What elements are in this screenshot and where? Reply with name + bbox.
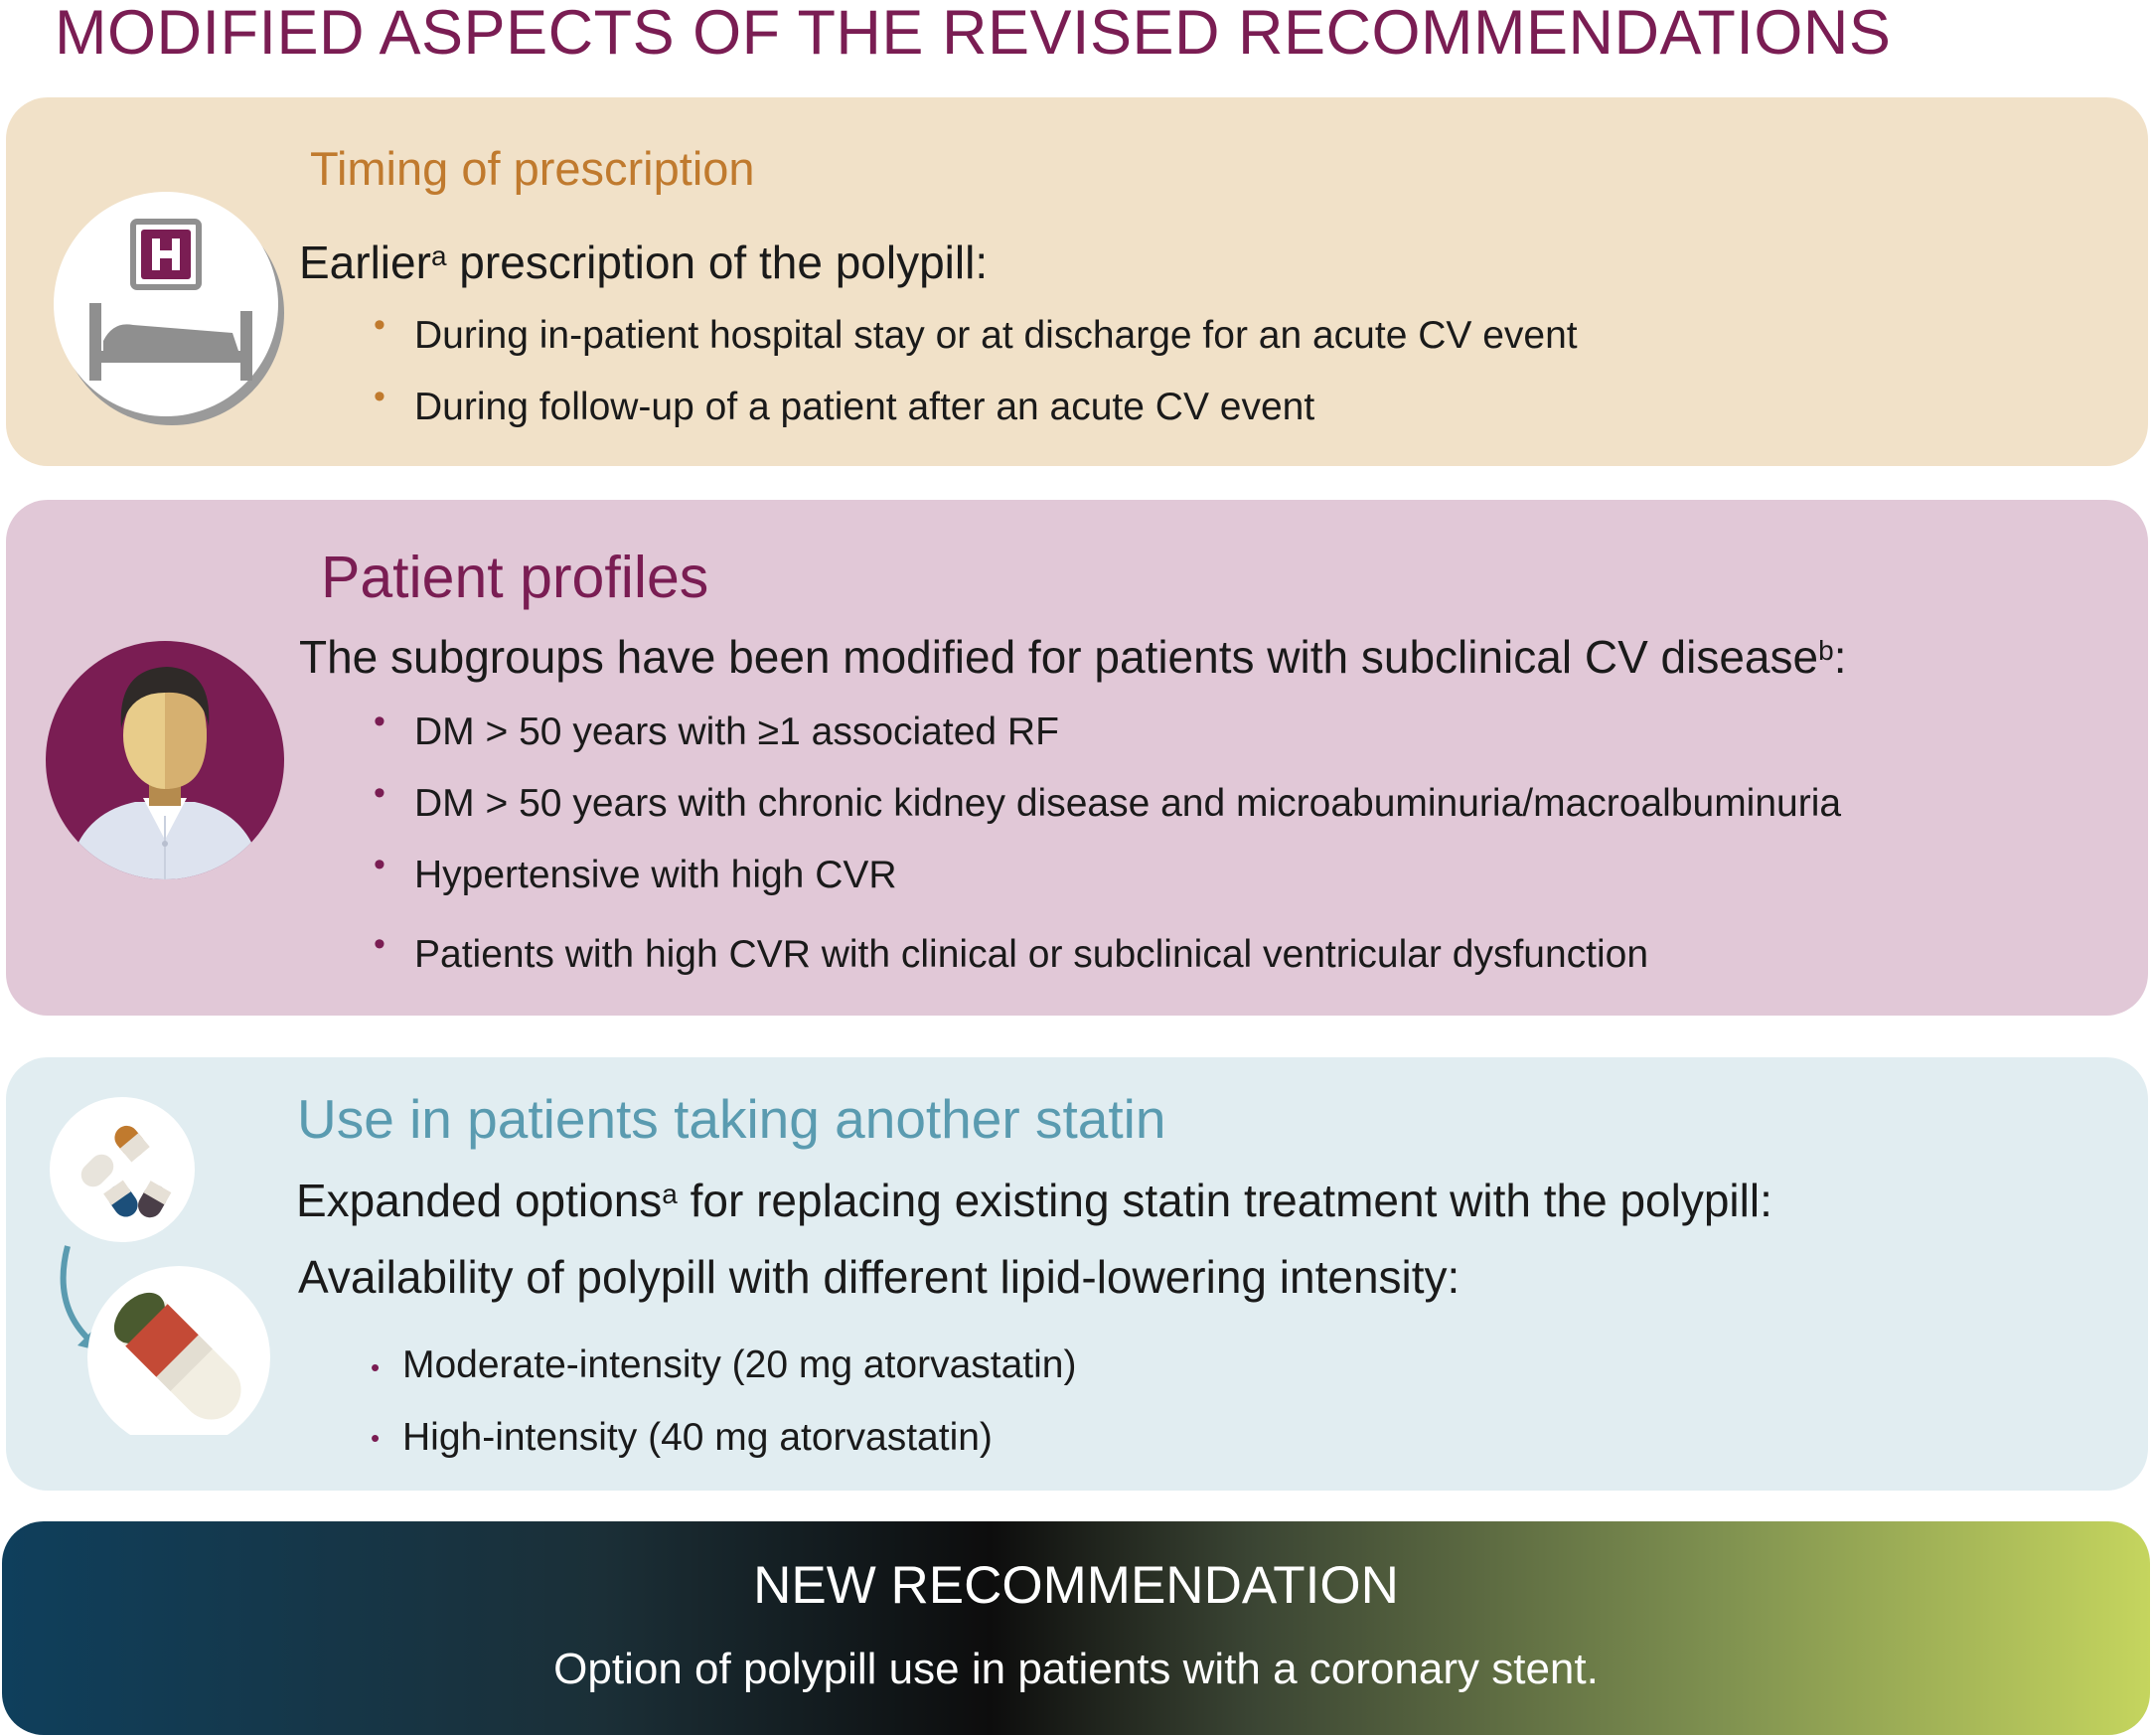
statin-lead-2: Availability of polypill with different lipid-lowering intensity: (298, 1251, 1461, 1303)
hospital-bed-icon (54, 192, 278, 416)
profiles-bullet: DM > 50 years with chronic kidney disease and microabuminuria/macroalbuminuria (414, 782, 1842, 825)
statin-lead (296, 1173, 1772, 1228)
patient-avatar-icon (46, 641, 284, 879)
footnote-marker: a (662, 1179, 678, 1209)
profiles-lead-text: The subgroups have been modified for patients with subclinical CV disease (299, 631, 1819, 683)
timing-lead-text-end: prescription of the polypill: (446, 237, 989, 288)
profiles-heading: Patient profiles (321, 545, 709, 610)
statin-lead-text: Expanded options (296, 1175, 663, 1226)
bullet-dot: • (374, 925, 385, 963)
timing-bullet: During follow-up of a patient after an acute CV event (414, 386, 1315, 428)
timing-bullet: During in-patient hospital stay or at discharge for an acute CV event (414, 314, 1578, 357)
profiles-panel (6, 500, 2148, 1016)
new-recommendation-title: NEW RECOMMENDATION (753, 1556, 1399, 1615)
timing-panel (6, 97, 2148, 466)
statin-panel (6, 1057, 2148, 1491)
pills-to-polypill-icon (46, 1097, 284, 1435)
profiles-lead (299, 629, 1846, 685)
bullet-dot: • (374, 378, 385, 415)
statin-bullet: Moderate-intensity (20 mg atorvastatin) (402, 1343, 1077, 1386)
bullet-dot: • (374, 306, 385, 344)
timing-lead (299, 235, 988, 290)
profiles-bullet: Hypertensive with high CVR (414, 854, 897, 896)
statin-lead-text-end: for replacing existing statin treatment with the polypill: (677, 1175, 1772, 1226)
profiles-bullet: Patients with high CVR with clinical or subclinical ventricular dysfunction (414, 933, 1649, 976)
timing-lead-text: Earlier (299, 237, 431, 288)
new-recommendation-banner (2, 1521, 2150, 1735)
bullet-dot: • (374, 774, 385, 812)
footnote-marker: b (1818, 635, 1834, 666)
statin-heading: Use in patients taking another statin (297, 1088, 1166, 1150)
bullet-dot: • (371, 1423, 381, 1453)
bullet-dot: • (371, 1352, 381, 1382)
page-title: MODIFIED ASPECTS OF THE REVISED RECOMMENDATIONS (55, 0, 1892, 68)
timing-heading: Timing of prescription (310, 142, 755, 195)
new-recommendation-text: Option of polypill use in patients with a coronary stent. (553, 1645, 1599, 1693)
bullet-dot: • (374, 846, 385, 883)
profiles-bullet: DM > 50 years with ≥1 associated RF (414, 710, 1059, 753)
footnote-marker: a (430, 240, 447, 271)
bullet-dot: • (374, 703, 385, 740)
profiles-lead-text-end: : (1833, 631, 1847, 683)
statin-bullet: High-intensity (40 mg atorvastatin) (402, 1416, 993, 1459)
